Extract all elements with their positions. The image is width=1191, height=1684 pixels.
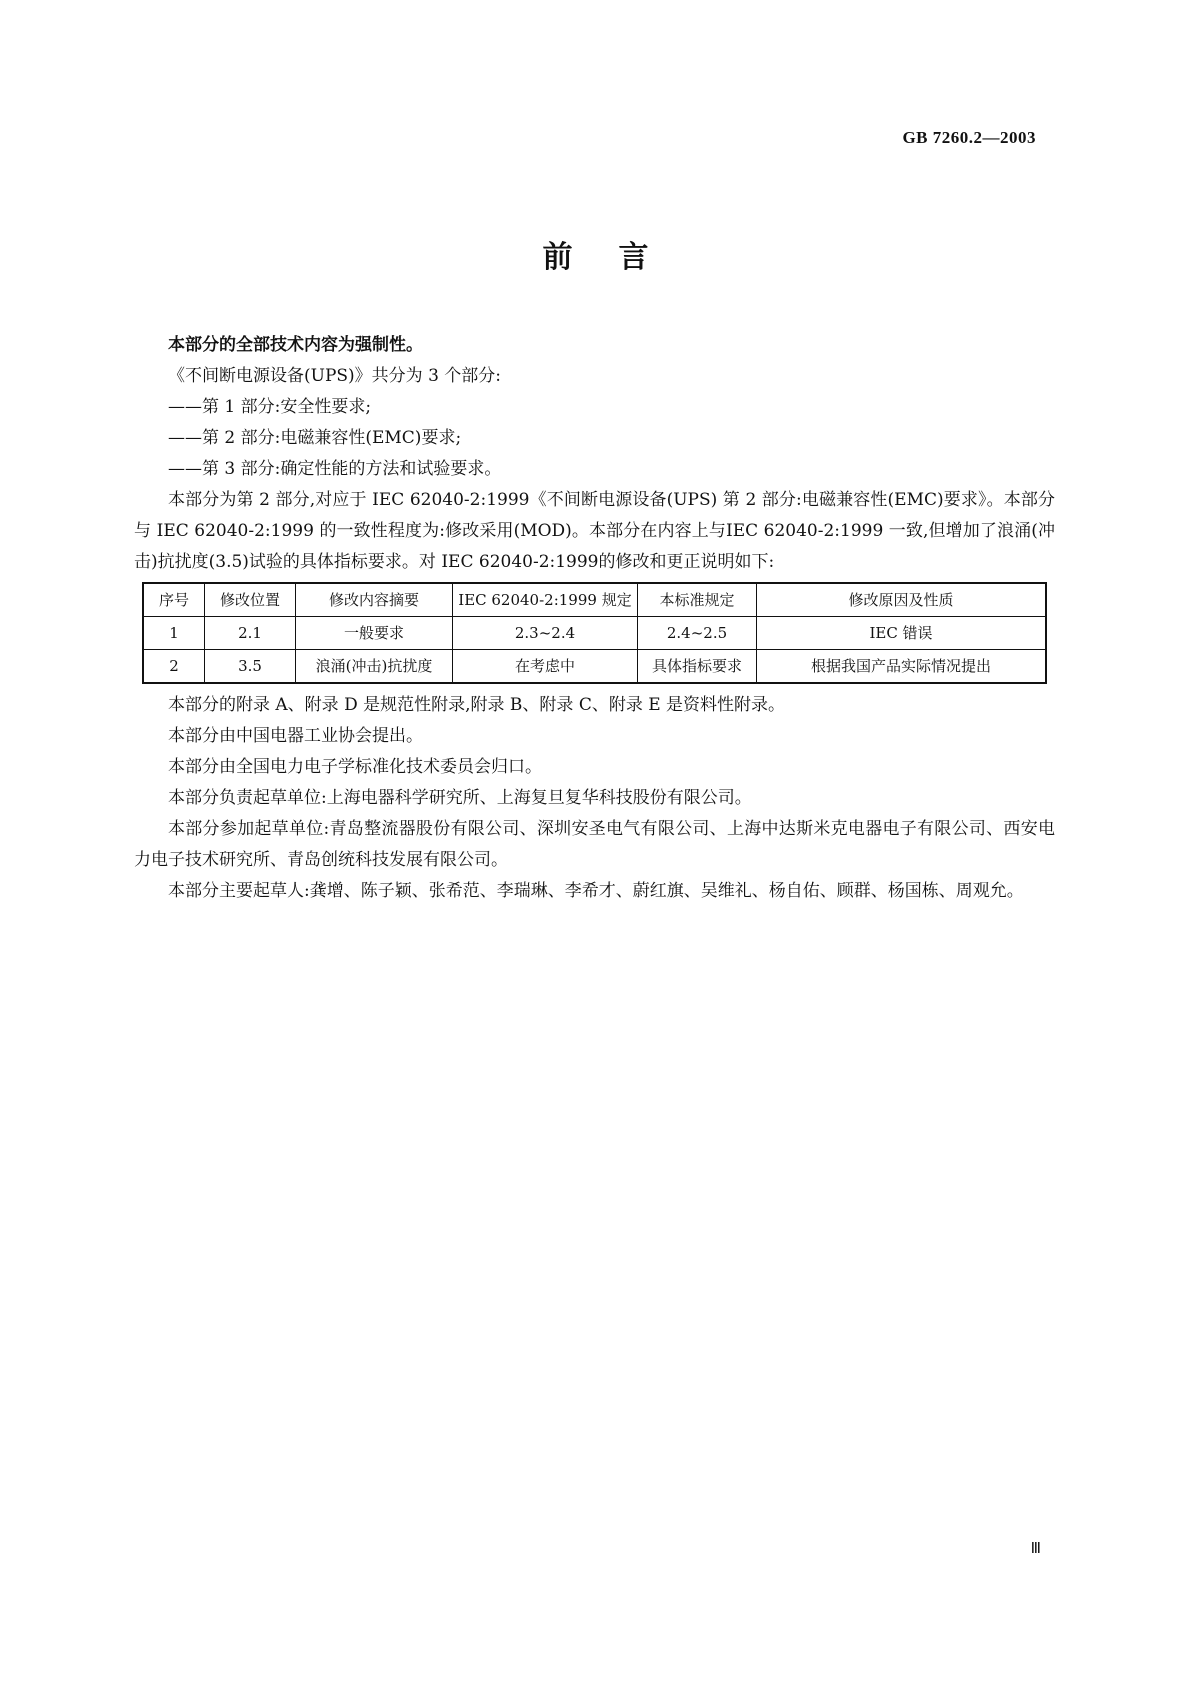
table-row [143, 617, 1046, 650]
table-cell: 1 [143, 617, 205, 650]
page-number: Ⅲ [1030, 1541, 1041, 1557]
foreword-body [134, 330, 1055, 907]
table-cell: 浪涌(冲击)抗扰度 [296, 650, 453, 684]
list-item-part3: ——第 3 部分:确定性能的方法和试验要求。 [168, 459, 502, 479]
paragraph-centralized-by: 本部分由全国电力电子学标准化技术委员会归口。 [168, 757, 542, 777]
paragraph-drafting-units: 本部分负责起草单位:上海电器科学研究所、上海复旦复华科技股份有限公司。 [168, 788, 752, 808]
table-row [143, 650, 1046, 684]
table-cell: IEC 错误 [757, 617, 1047, 650]
paragraph-proposed-by: 本部分由中国电器工业协会提出。 [168, 726, 423, 746]
table-header-cell: 本标准规定 [638, 583, 757, 617]
paragraph-parts-intro: 《不间断电源设备(UPS)》共分为 3 个部分: [168, 366, 502, 386]
table-header-cell: 修改内容摘要 [296, 583, 453, 617]
table-cell: 2 [143, 650, 205, 684]
table-cell: 2.1 [205, 617, 296, 650]
table-header-cell: 序号 [143, 583, 205, 617]
paragraph-participating-units: 本部分参加起草单位:青岛整流器股份有限公司、深圳安圣电气有限公司、上海中达斯米克电器电子有限公司、西安电力电子技术研究所、青岛创统科技发展有限公司。 [134, 819, 1055, 870]
paragraph-mandatory: 本部分的全部技术内容为强制性。 [168, 335, 423, 355]
standard-number: GB 7260.2—2003 [902, 128, 1036, 147]
paragraph-correspondence: 本部分为第 2 部分,对应于 IEC 62040-2:1999《不间断电源设备(UPS) 第 2 部分:电磁兼容性(EMC)要求》。本部分与 IEC 62040-2:1999 的一致性程度为:修改采用(MOD)。本部分在内容上与IEC 62040-2:1999 一致,但增加了浪涌(冲击)抗扰度(3.5)试验的具体指标要求。对 IEC 62040-2:1999的修改和更正说明如下: [134, 490, 1055, 572]
table-cell: 根据我国产品实际情况提出 [757, 650, 1047, 684]
table-header-cell: 修改原因及性质 [757, 583, 1047, 617]
table-cell: 在考虑中 [453, 650, 638, 684]
paragraph-annexes: 本部分的附录 A、附录 D 是规范性附录,附录 B、附录 C、附录 E 是资料性附录。 [168, 695, 786, 715]
page-title: 前言 [542, 240, 695, 275]
table-cell: 2.3~2.4 [453, 617, 638, 650]
table-header-row [143, 583, 1046, 617]
paragraph-drafters: 本部分主要起草人:龚增、陈子颖、张希范、李瑞琳、李希才、蔚红旗、吴维礼、杨自佑、顾群、杨国栋、周观允。 [168, 881, 1024, 901]
table-cell: 3.5 [205, 650, 296, 684]
table-header-cell: 修改位置 [205, 583, 296, 617]
list-item-part1: ——第 1 部分:安全性要求; [168, 397, 372, 417]
table-cell: 具体指标要求 [638, 650, 757, 684]
list-item-part2: ——第 2 部分:电磁兼容性(EMC)要求; [168, 428, 462, 448]
table-header-cell: IEC 62040-2:1999 规定 [453, 583, 638, 617]
table-cell: 2.4~2.5 [638, 617, 757, 650]
modifications-table [142, 582, 1047, 684]
table-cell: 一般要求 [296, 617, 453, 650]
